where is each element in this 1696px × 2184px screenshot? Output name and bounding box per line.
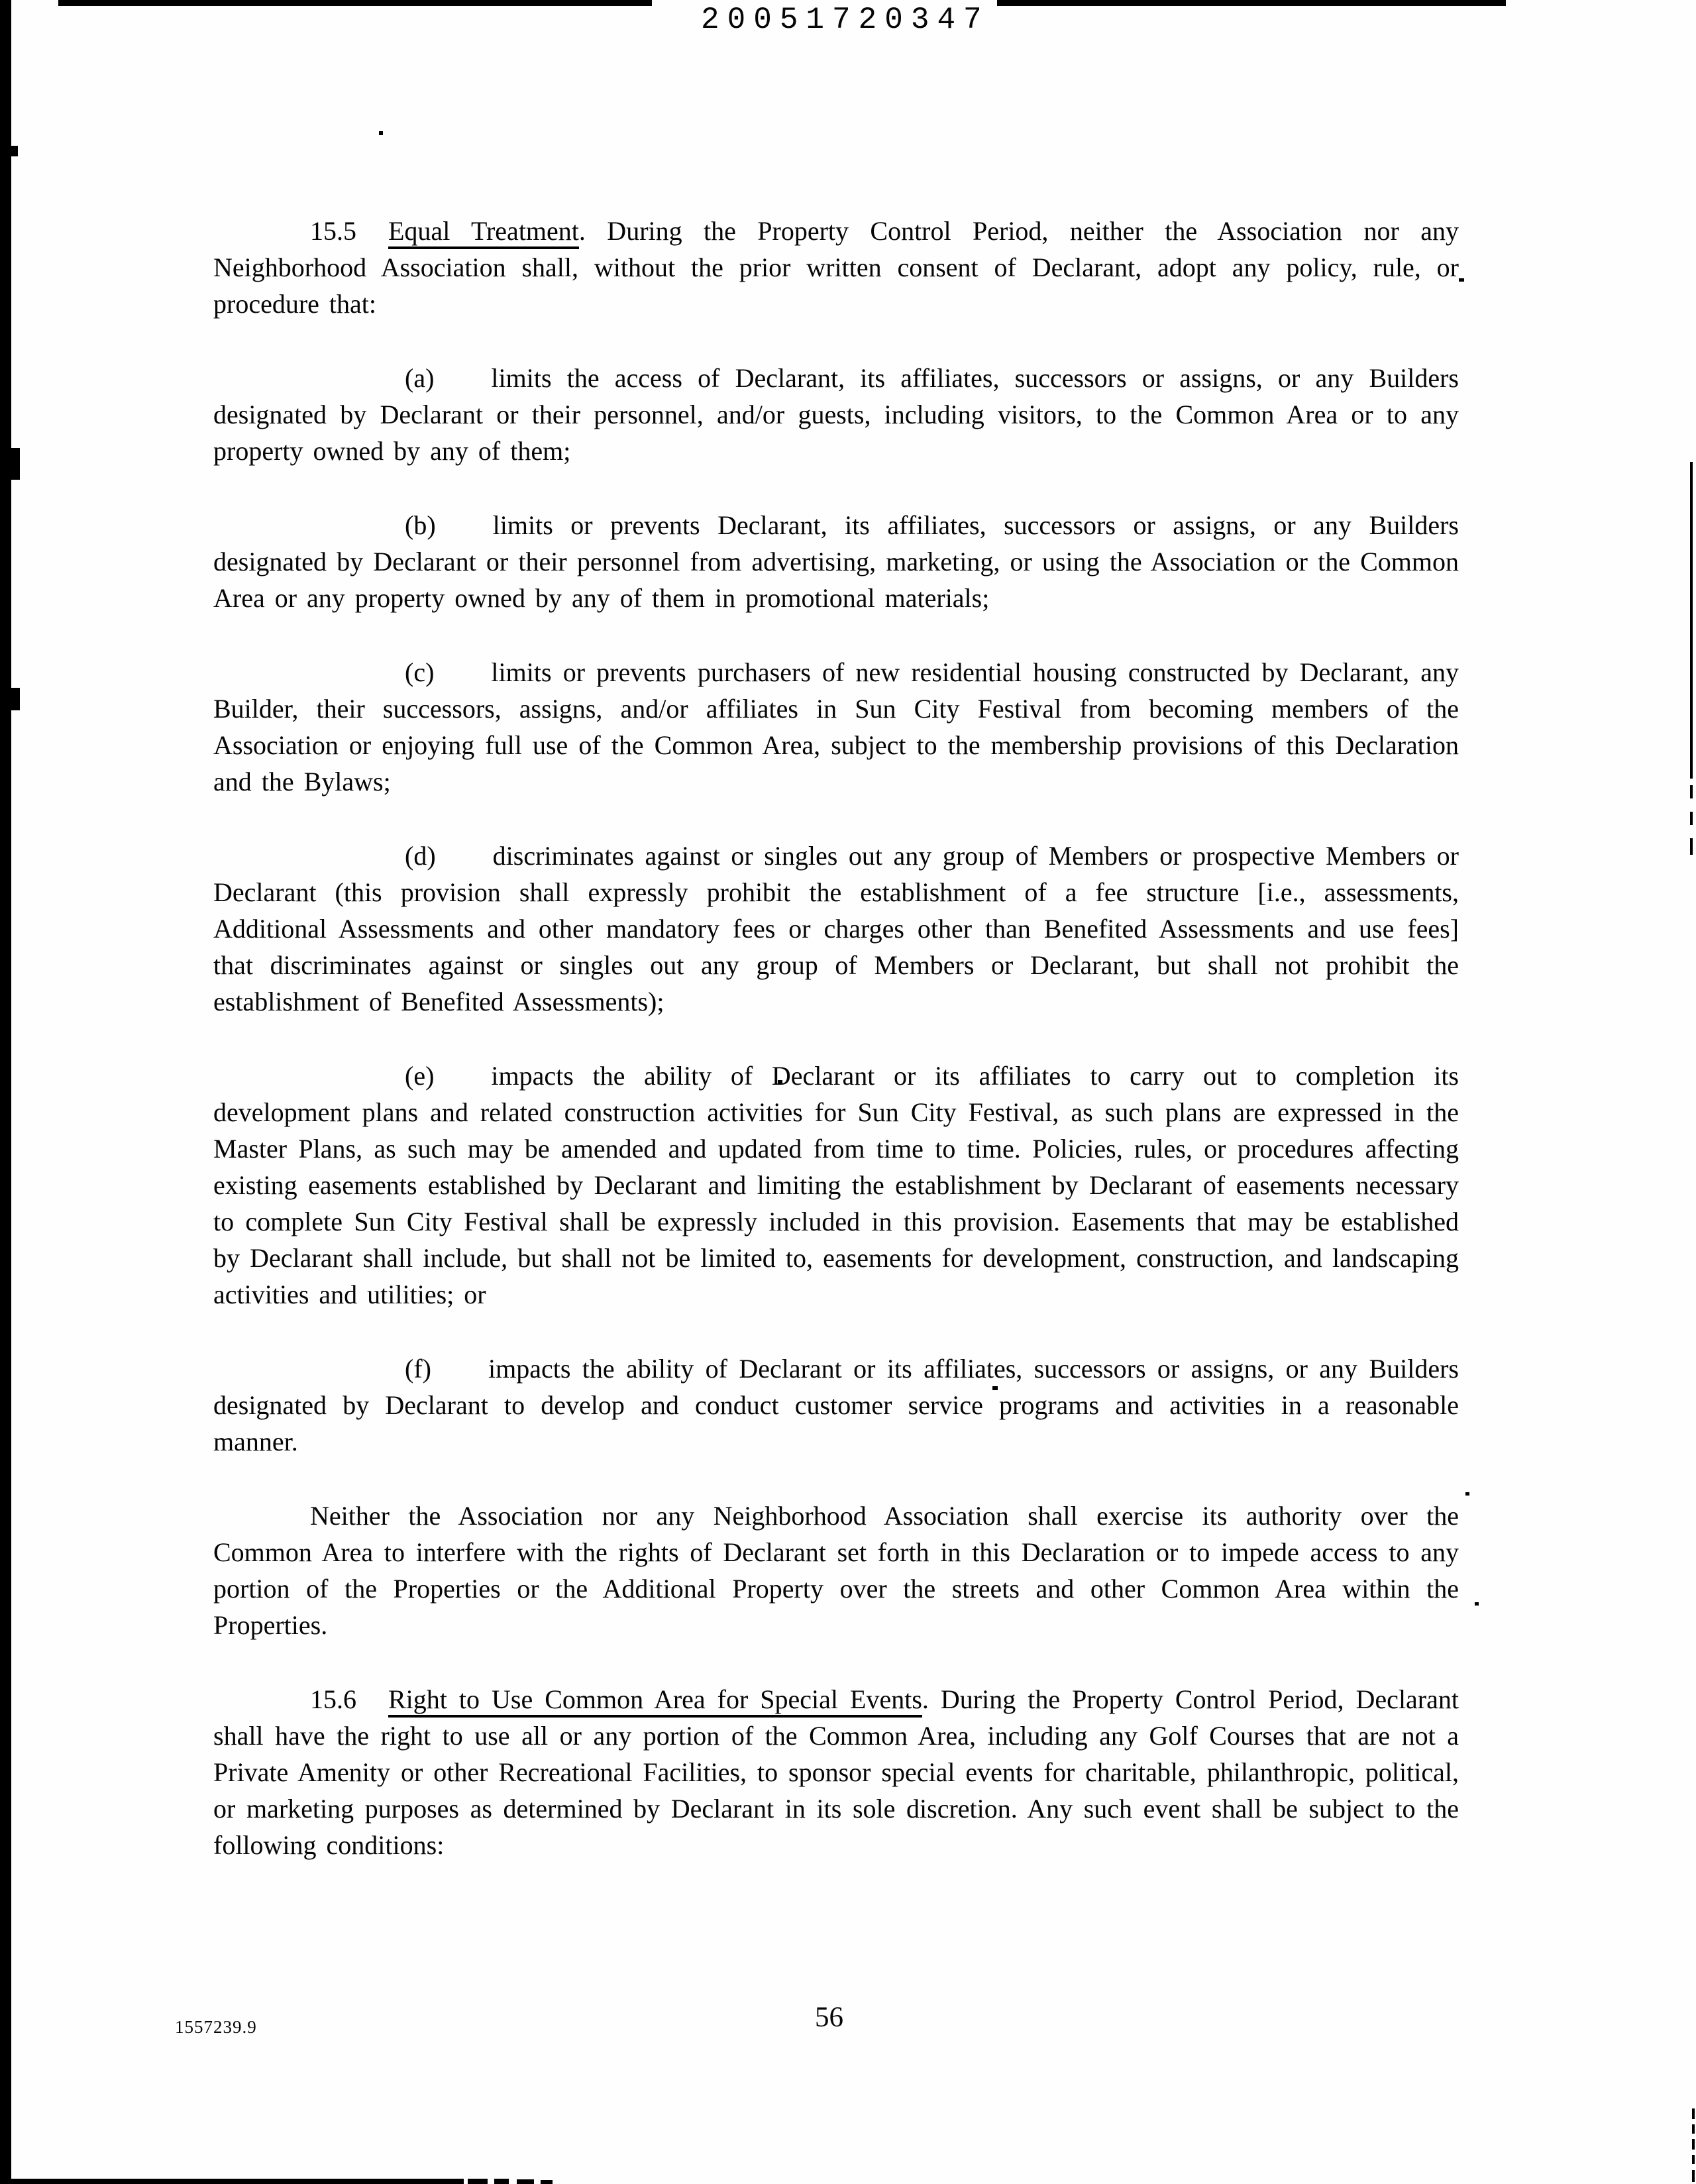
subsection-c-text: limits or prevents purchasers of new residential housing constructed by Declarant, any Builder, their successors, assigns, and/or affiliates in Sun City Festival from becoming members of the Association or enjoying full use of the Common Area, subject to the membership provisions of this Declaration and the Bylaws; (213, 657, 1459, 796)
scan-right-dash (1692, 2124, 1695, 2134)
subsection-e-label: (e) (405, 1061, 435, 1091)
section-15-5-heading: Equal Treatment (388, 216, 579, 249)
scan-speck (1475, 1602, 1479, 1606)
scan-right-line (1690, 462, 1693, 779)
subsection-d-label: (d) (405, 841, 436, 871)
footer-document-id: 1557239.9 (175, 2017, 257, 2037)
subsection-e-text: impacts the ability of Declarant or its affiliates to carry out to completion its development plans and related construction activities for Sun City Festival, as such plans are expressed in the Master Plans, as such may be amended and updated from time to time. Policies, rules, or procedures affecting existing easements established by Declarant and limiting the establishment by Declarant of easements necessary to complete Sun City Festival shall be expressly included in this provision. Easements that may be established by Declarant shall include, but shall not be limited to, easements for development, construction, and landscaping activities and utilities; or (213, 1061, 1459, 1309)
section-15-6-text: . During the Property Control Period, Declarant shall have the right to use all or any portion of the Common Area, including any Golf Courses that are not a Private Amenity or other Recreational Facilities, to sponsor special events for charitable, philanthropic, political, or marketing purposes as determined by Declarant in its sole discretion. Any such event shall be subject to the following conditions: (213, 1684, 1459, 1860)
document-body (213, 213, 1459, 1901)
scan-speck (11, 688, 20, 710)
scan-edge-left-bar (0, 0, 11, 2184)
subsection-e (213, 1058, 1459, 1313)
scan-speck (11, 146, 18, 156)
scan-speck (379, 131, 383, 135)
scan-speck (1459, 278, 1464, 282)
section-15-6-heading: Right to Use Common Area for Special Events (388, 1684, 922, 1718)
section-15-5-closing-paragraph (213, 1498, 1459, 1643)
section-15-5-number: 15.5 (310, 216, 356, 246)
subsection-b-text: limits or prevents Declarant, its affiliates, successors or assigns, or any Builders designated by Declarant or their personnel from advertising, marketing, or using the Association or the Common Area or any property owned by any of them in promotional materials; (213, 510, 1459, 613)
subsection-d (213, 838, 1459, 1020)
scan-top-line-left (58, 0, 652, 6)
section-15-6-number: 15.6 (310, 1684, 356, 1714)
subsection-f-label: (f) (405, 1354, 431, 1384)
subsection-a-text: limits the access of Declarant, its affiliates, successors or assigns, or any Builders designated by Declarant or their personnel, and/or guests, including visitors, to the Common Area or to any property owned by any of them; (213, 363, 1459, 466)
scan-bottom-dash (541, 2180, 553, 2184)
scan-right-dash (1692, 2139, 1695, 2150)
subsection-a-label: (a) (405, 363, 435, 393)
subsection-c-label: (c) (405, 657, 435, 687)
scan-right-dash (1692, 2155, 1695, 2164)
recording-number: 20051720347 (701, 3, 990, 37)
scan-bottom-dash (468, 2179, 488, 2184)
section-15-5-text: . During the Property Control Period, neither the Association nor any Neighborhood Association shall, without the prior written consent of Declarant, adopt any policy, rule, or procedure that: (213, 216, 1459, 319)
scan-bottom-dash (517, 2179, 534, 2184)
subsection-f (213, 1350, 1459, 1460)
section-15-5-paragraph (213, 213, 1459, 322)
section-15-6-paragraph (213, 1681, 1459, 1863)
footer-page-number: 56 (815, 2002, 843, 2033)
scan-right-dash (1692, 2170, 1695, 2182)
section-15-5-closing-text: Neither the Association nor any Neighborhood Association shall exercise its authority over the Common Area to interfere with the rights of Declarant set forth in this Declaration or to impede access to any portion of the Properties or the Additional Property over the streets and other Common Area within the Properties. (213, 1501, 1459, 1640)
scan-bottom-dash (494, 2179, 509, 2184)
scan-bottom-line (0, 2179, 464, 2184)
scan-top-line-right (997, 0, 1506, 6)
scan-right-dash (1690, 785, 1693, 798)
subsection-a (213, 360, 1459, 469)
scan-right-dash (1692, 2108, 1695, 2119)
scan-speck (11, 448, 20, 480)
subsection-f-text: impacts the ability of Declarant or its affiliates, successors or assigns, or any Builders designated by Declarant to develop and conduct customer service programs and activities in a reasonable manner. (213, 1354, 1459, 1456)
subsection-c (213, 654, 1459, 800)
scan-right-dash (1690, 838, 1693, 855)
subsection-b (213, 507, 1459, 616)
scan-speck (1465, 1492, 1469, 1496)
subsection-b-label: (b) (405, 510, 436, 540)
scan-right-dash (1690, 812, 1693, 825)
subsection-d-text: discriminates against or singles out any group of Members or prospective Members or Declarant (this provision shall expressly prohibit the establishment of a fee structure [i.e., assessments, Additional Assessments and other mandatory fees or charges other than Benefited Assessments and use fees] that discriminates against or singles out any group of Members or Declarant, but shall not prohibit the establishment of Benefited Assessments); (213, 841, 1459, 1016)
